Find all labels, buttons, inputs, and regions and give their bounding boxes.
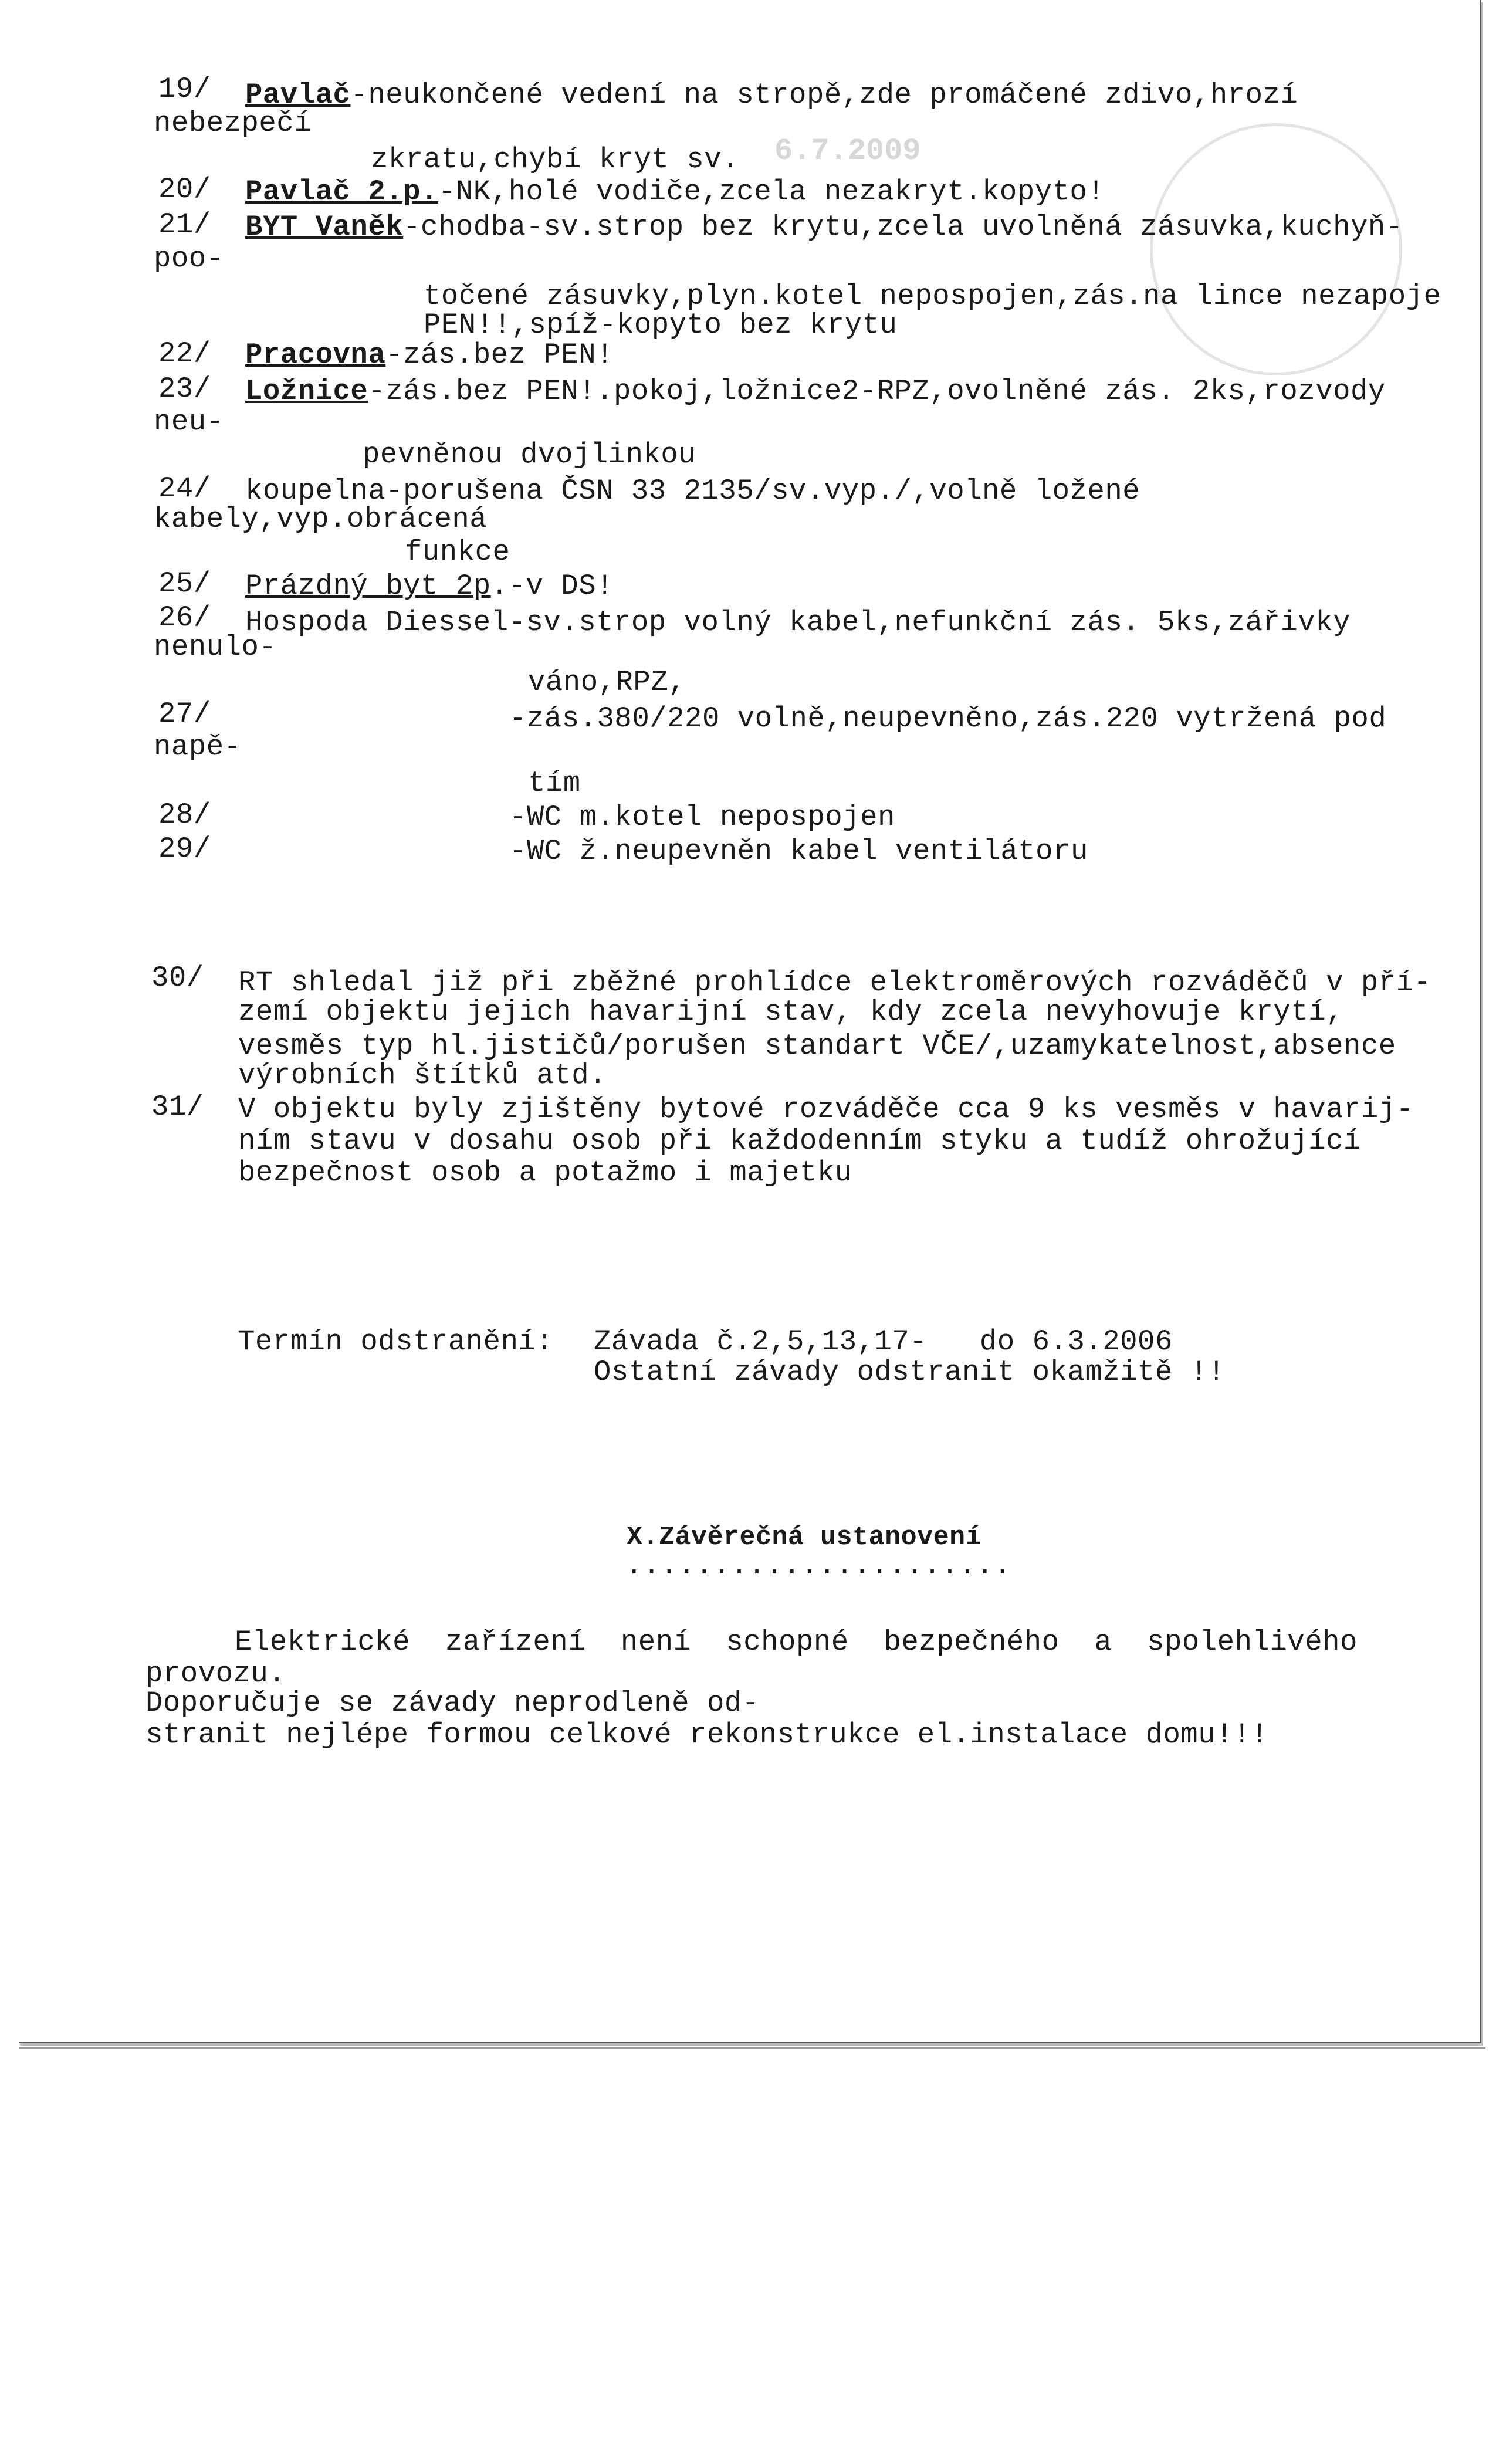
item-23-text: -zás.bez PEN!.pokoj,ložnice2-RPZ,ovolněné zás. 2ks,rozvody <box>368 375 1386 408</box>
item-19-cont: zkratu,chybí kryt sv. <box>371 143 740 176</box>
item-20-line <box>245 176 1105 208</box>
item-30-line-3: vesměs typ hl.jističů/porušen standart VČE/,uzamykatelnost,absence <box>238 1030 1396 1062</box>
item-26-text: Hospoda Diessel-sv.strop volný kabel,nefunkční zás. 5ks,zářivky <box>245 606 1351 639</box>
item-31-line-3: bezpečnost osob a potažmo i majetku <box>238 1156 852 1189</box>
item-27-wrap: napě- <box>154 730 242 763</box>
item-30-line-1: RT shledal již při zběžné prohlídce elektroměrových rozváděčů v pří- <box>238 966 1431 999</box>
conclusion-line-4: stranit nejlépe formou celkové rekonstrukce el.instalace domu!!! <box>145 1718 1268 1751</box>
item-25-title: Prázdný byt 2p <box>245 570 491 603</box>
item-19-number: 19/ <box>158 73 211 106</box>
item-28-text: -WC m.kotel nepospojen <box>509 801 895 834</box>
section-title: X.Závěrečná ustanovení <box>627 1522 982 1552</box>
item-21-wrap: poo- <box>154 242 224 275</box>
section-dots: ...................... <box>625 1549 1011 1582</box>
item-25-line <box>245 570 614 602</box>
item-31-line-2: ním stavu v dosahu osob při každodenním styku a tudíž ohrožující <box>238 1125 1361 1157</box>
conclusion-line-3: Doporučuje se závady neprodleně od- <box>145 1687 760 1720</box>
item-19-text: -neukončené vedení na stropě,zde promáčené zdivo,hrozí <box>350 79 1298 111</box>
item-23-title: Ložnice <box>245 375 368 408</box>
item-29-text: -WC ž.neupevněn kabel ventilátoru <box>509 835 1088 868</box>
item-23-number: 23/ <box>158 373 211 405</box>
item-22-line <box>245 339 614 371</box>
termin-line-1: Závada č.2,5,13,17- do 6.3.2006 <box>594 1325 1173 1358</box>
item-25-number: 25/ <box>158 567 211 600</box>
item-30-number: 30/ <box>151 962 204 994</box>
faded-stamp <box>1150 123 1402 375</box>
item-24-text: koupelna-porušena ČSN 33 2135/sv.vyp./,volně ložené <box>245 475 1140 507</box>
termin-line-2: Ostatní závady odstranit okamžitě !! <box>594 1356 1226 1389</box>
item-21-line <box>245 211 1403 243</box>
item-31-number: 31/ <box>151 1091 204 1123</box>
item-31-line-1: V objektu byly zjištěny bytové rozváděče cca 9 ks vesměs v havarij- <box>238 1093 1414 1126</box>
item-21-cont1: točené zásuvky,plyn.kotel nepospojen,zás.na lince nezapoje <box>424 280 1441 313</box>
item-22-text: -zás.bez PEN! <box>385 339 614 371</box>
item-21-text: -chodba-sv.strop bez krytu,zcela uvolněná zásuvka,kuchyň- <box>403 211 1403 243</box>
item-20-number: 20/ <box>158 173 211 206</box>
item-19-line <box>245 79 1298 111</box>
item-29-number: 29/ <box>158 832 211 865</box>
item-26-wrap: nenulo- <box>154 631 277 664</box>
item-26-cont: váno,RPZ, <box>528 666 686 699</box>
conclusion-line-1: Elektrické zařízení není schopné bezpečného a spolehlivého <box>235 1626 1358 1659</box>
conclusion-line-2: provozu. <box>145 1657 286 1690</box>
termin-label: Termín odstranění: <box>238 1325 554 1358</box>
item-23-line <box>245 375 1386 407</box>
item-30-line-4: výrobních štítků atd. <box>238 1059 607 1092</box>
item-23-wrap: neu- <box>154 405 224 438</box>
page-edge <box>19 2047 1485 2052</box>
item-26-number: 26/ <box>158 601 211 634</box>
item-22-title: Pracovna <box>245 339 386 371</box>
ghost-date: 6.7.2009 <box>774 134 921 168</box>
item-23-cont: pevněnou dvojlinkou <box>363 438 696 471</box>
item-21-number: 21/ <box>158 208 211 241</box>
item-19-wrap: nebezpečí <box>154 107 312 140</box>
item-24-wrap: kabely,vyp.obrácená <box>154 503 488 536</box>
item-28-number: 28/ <box>158 798 211 831</box>
item-20-text: -NK,holé vodiče,zcela nezakryt.kopyto! <box>438 175 1105 208</box>
item-21-title: BYT Vaněk <box>245 211 404 243</box>
item-30-line-2: zemí objektu jejich havarijní stav, kdy zcela nevyhovuje krytí, <box>238 996 1344 1028</box>
item-27-text: -zás.380/220 volně,neupevněno,zás.220 vytržená pod <box>509 702 1387 735</box>
item-25-text: .-v DS! <box>490 570 614 603</box>
item-22-number: 22/ <box>158 337 211 370</box>
item-21-cont2: PEN!!,spíž-kopyto bez krytu <box>424 309 898 341</box>
item-20-title: Pavlač 2.p. <box>245 175 438 208</box>
item-27-number: 27/ <box>158 698 211 730</box>
item-19-title: Pavlač <box>245 79 351 111</box>
item-27-cont: tím <box>528 767 581 800</box>
item-24-number: 24/ <box>158 472 211 505</box>
item-24-cont: funkce <box>405 536 510 568</box>
